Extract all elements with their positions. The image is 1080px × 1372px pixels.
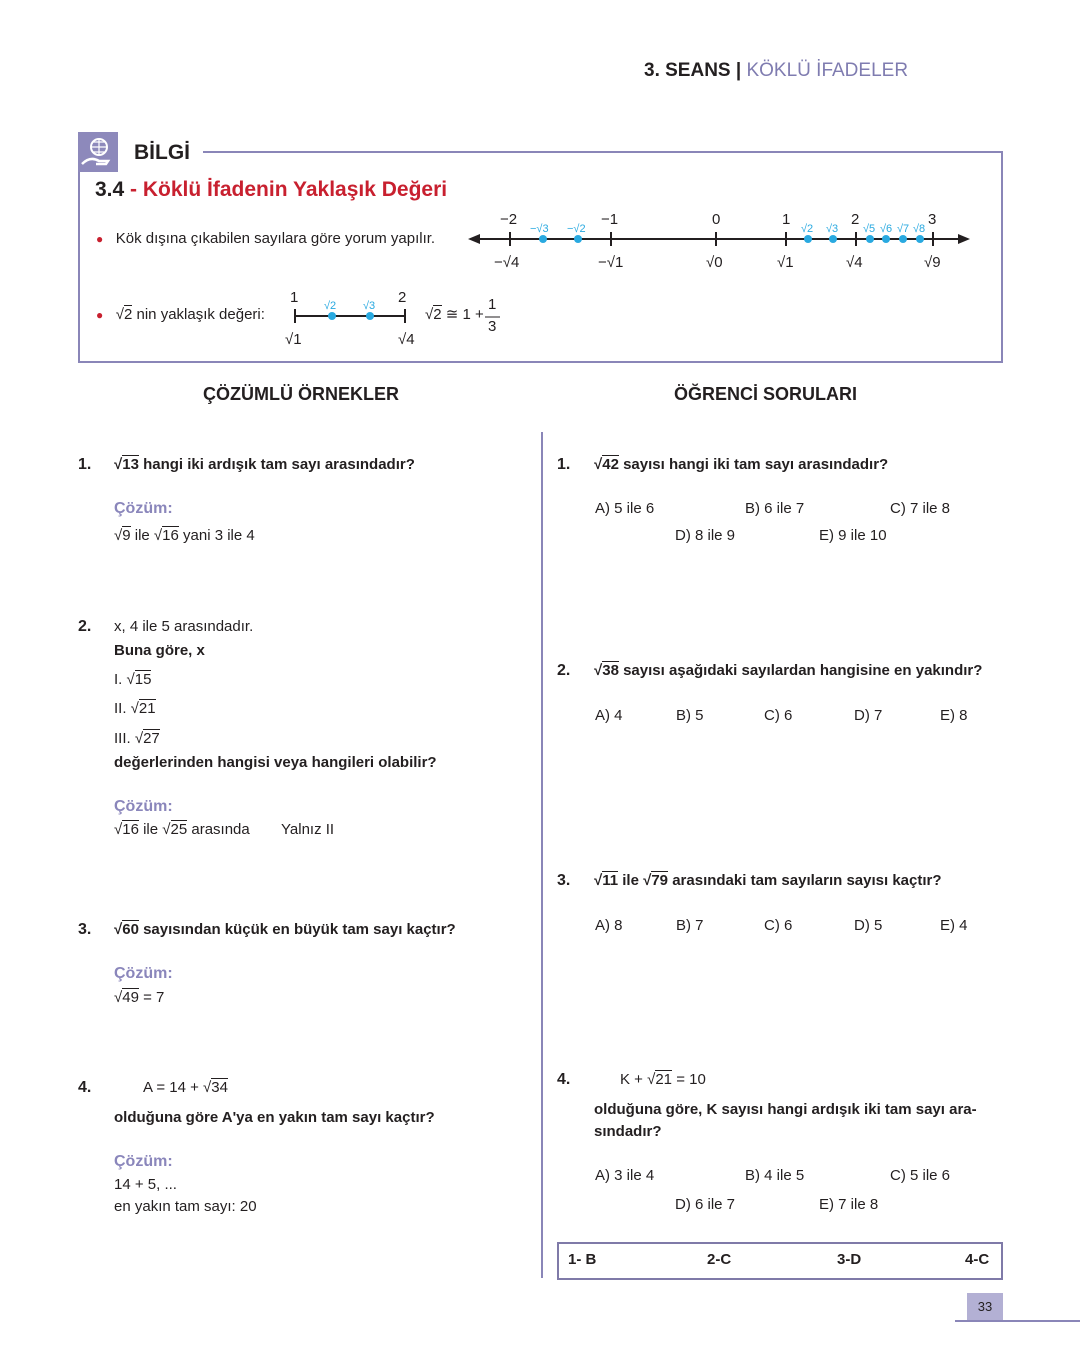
column-divider: [541, 432, 543, 1278]
left-column-heading: ÇÖZÜMLÜ ÖRNEKLER: [203, 384, 399, 404]
option-a[interactable]: A) 4: [595, 707, 623, 724]
page-header: 3. SEANS | KÖKLÜ İFADELER: [644, 60, 909, 81]
option-d[interactable]: D) 8 ile 9: [675, 527, 736, 544]
option-c[interactable]: C) 7 ile 8: [890, 500, 951, 517]
option-a[interactable]: A) 5 ile 6: [595, 500, 655, 517]
divider: [955, 1320, 1080, 1322]
option-a[interactable]: A) 3 ile 4: [595, 1167, 655, 1184]
option-c[interactable]: C) 5 ile 6: [890, 1167, 951, 1184]
option-e[interactable]: E) 4: [940, 917, 968, 934]
option-b[interactable]: B) 5: [676, 707, 704, 724]
option-c[interactable]: C) 6: [764, 707, 793, 724]
answer-3: 3-D: [837, 1251, 862, 1268]
number-line: [0, 0, 1080, 380]
answer-2: 2-C: [707, 1251, 732, 1268]
option-b[interactable]: B) 6 ile 7: [745, 500, 805, 517]
answer-4: 4-C: [965, 1251, 990, 1268]
option-e[interactable]: E) 8: [940, 707, 968, 724]
option-d[interactable]: D) 7: [854, 707, 883, 724]
answer-key: [557, 1242, 1003, 1280]
bullet-1: ● Kök dışına çıkabilen sayılara göre yorum yapılır.: [96, 230, 436, 247]
section-title: 3.4 - Köklü İfadenin Yaklaşık Değeri: [95, 178, 448, 201]
right-column-heading: ÖĞRENCİ SORULARI: [674, 384, 858, 404]
option-b[interactable]: B) 7: [676, 917, 704, 934]
option-c[interactable]: C) 6: [764, 917, 793, 934]
textbook-page: 3. SEANS | KÖKLÜ İFADELER BİLGİ 3.4 - Köklü İfadenin Yaklaşık Değeri ● Kök dışına çıkabilen sayılara göre yorum yapılır. ● √2 nin yaklaşık değeri: −2 −1 0 1 2 3 −√4 −√1 √0 √1 √4 √9 −√3 −√2 √2 √3 √5 √6 √7 √8 1 2 √1 √4 √2 √3 √2 ≅ 1 + 1 3 ÇÖZÜMLÜ ÖRNEKLER ÖĞRENCİ SORULARI 1. √13 hangi iki ardışık tam sayı arasındadır? Çözüm: √9 ile √16 yani 3 ile 4 2. x, 4 ile 5 arasındadır. Buna göre, x I. √15 II. √21 III. √27 değerlerinden hangisi veya hangileri olabilir? Çözüm: √16 ile √25 arasında Yalnız II 3. √60 sayısından küçük en büyük tam sayı kaçtır? Çözüm: √49 = 7 4. A = 14 + √34 olduğuna göre A'ya en yakın tam sayı kaçtır? Çözüm: 14 + 5, ... en yakın tam sayı: 20 1. √42 sayısı hangi iki tam sayı arasındadır? A) 5 ile 6 B) 6 ile 7 C) 7 ile 8 D) 8 ile 9 E) 9 ile 10 2. √38 sayısı aşağıdaki sayılardan hangisine en yakındır? A) 4 B) 5 C) 6 D) 7 E) 8 3. √11 ile √79 arasındaki tam sayıların sayısı kaçtır? A) 8 B) 7 C) 6 D) 5 E) 4 4. K + √21 = 10 olduğuna göre, K sayısı hangi ardışık iki tam sayı ara- sındadır? A) 3 ile 4 B) 4 ile 5 C) 5 ile 6 D) 6 ile 7 E) 7 ile 8 1- B 2-C 3-D 4-C 33: [0, 0, 1080, 1372]
bullet-2: ● √2 nin yaklaşık değeri:: [96, 306, 265, 323]
answer-1: 1- B: [568, 1251, 597, 1268]
option-d[interactable]: D) 6 ile 7: [675, 1196, 736, 1213]
info-label: BİLGİ: [134, 141, 190, 164]
option-e[interactable]: E) 9 ile 10: [819, 527, 887, 544]
option-d[interactable]: D) 5: [854, 917, 883, 934]
page-number: 33: [967, 1293, 1003, 1321]
option-b[interactable]: B) 4 ile 5: [745, 1167, 805, 1184]
option-a[interactable]: A) 8: [595, 917, 623, 934]
option-e[interactable]: E) 7 ile 8: [819, 1196, 879, 1213]
